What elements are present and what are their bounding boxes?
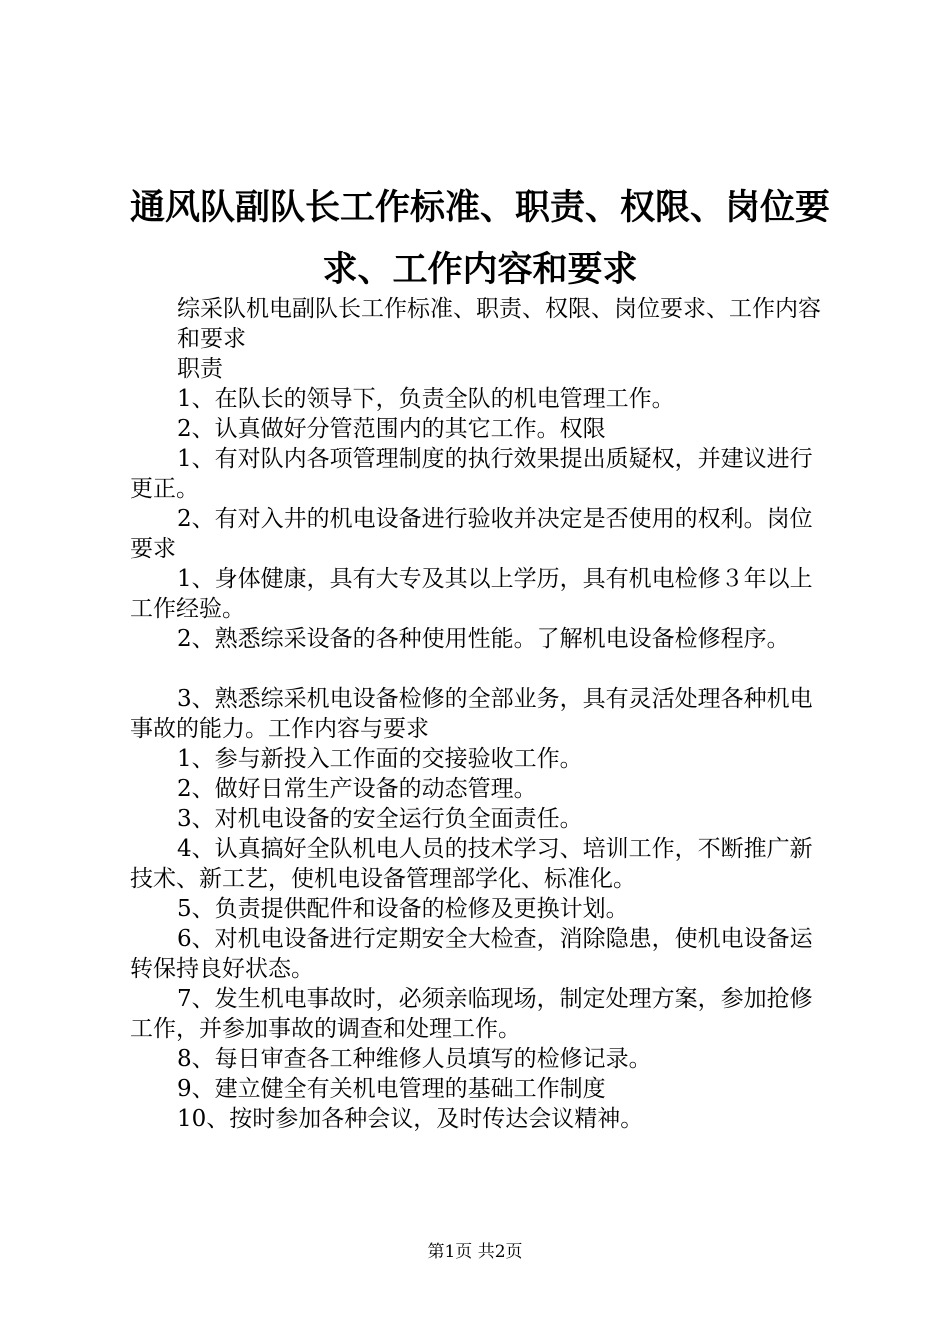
document-title-line-1: 通风队副队长工作标准、职责、权限、岗位要 [129, 187, 830, 228]
paragraph: 1、参与新投入工作面的交接验收工作。 [177, 746, 583, 772]
paragraph: 6、对机电设备进行定期安全大检查，消除隐患，使机电设备运转保持良好状态。 [130, 926, 813, 982]
paragraph: 综采队机电副队长工作标准、职责、权限、岗位要求、工作内容 [177, 296, 821, 322]
paragraph: 3、熟悉综采机电设备检修的全部业务，具有灵活处理各种机电事故的能力。工作内容与要求 [130, 686, 813, 742]
paragraph: 1、身体健康，具有大专及其以上学历，具有机电检修３年以上工作经验。 [130, 566, 813, 622]
paragraph-spacer [130, 654, 835, 684]
paragraph: 10、按时参加各种会议，及时传达会议精神。 [177, 1106, 644, 1132]
paragraph: 2、认真做好分管范围内的其它工作。权限 [177, 416, 606, 442]
page-number-footer: 第1页 共2页 [427, 1242, 523, 1262]
document-title-line-2: 求、工作内容和要求 [322, 249, 638, 290]
paragraph: 4、认真搞好全队机电人员的技术学习、培训工作，不断推广新技术、新工艺，使机电设备管理部学化、标准化。 [130, 836, 813, 892]
paragraph: 5、负责提供配件和设备的检修及更换计划。 [177, 896, 629, 922]
paragraph: 2、有对入井的机电设备进行验收并决定是否使用的权利。岗位要求 [130, 506, 813, 562]
paragraph: 1、有对队内各项管理制度的执行效果提出质疑权，并建议进行更正。 [130, 446, 813, 502]
paragraph: 2、做好日常生产设备的动态管理。 [177, 776, 537, 802]
paragraph: 9、建立健全有关机电管理的基础工作制度 [177, 1076, 606, 1102]
document-body [130, 294, 835, 1134]
paragraph: 1、在队长的领导下，负责全队的机电管理工作。 [177, 386, 675, 412]
paragraph: 8、每日审查各工种维修人员填写的检修记录。 [177, 1046, 652, 1072]
paragraph: 和要求 [177, 326, 246, 352]
paragraph: 2、熟悉综采设备的各种使用性能。了解机电设备检修程序。 [177, 626, 790, 652]
paragraph: 职责 [177, 356, 223, 382]
paragraph: 7、发生机电事故时，必须亲临现场，制定处理方案，参加抢修工作，并参加事故的调查和处理工作。 [130, 986, 813, 1042]
paragraph: 3、对机电设备的安全运行负全面责任。 [177, 806, 583, 832]
